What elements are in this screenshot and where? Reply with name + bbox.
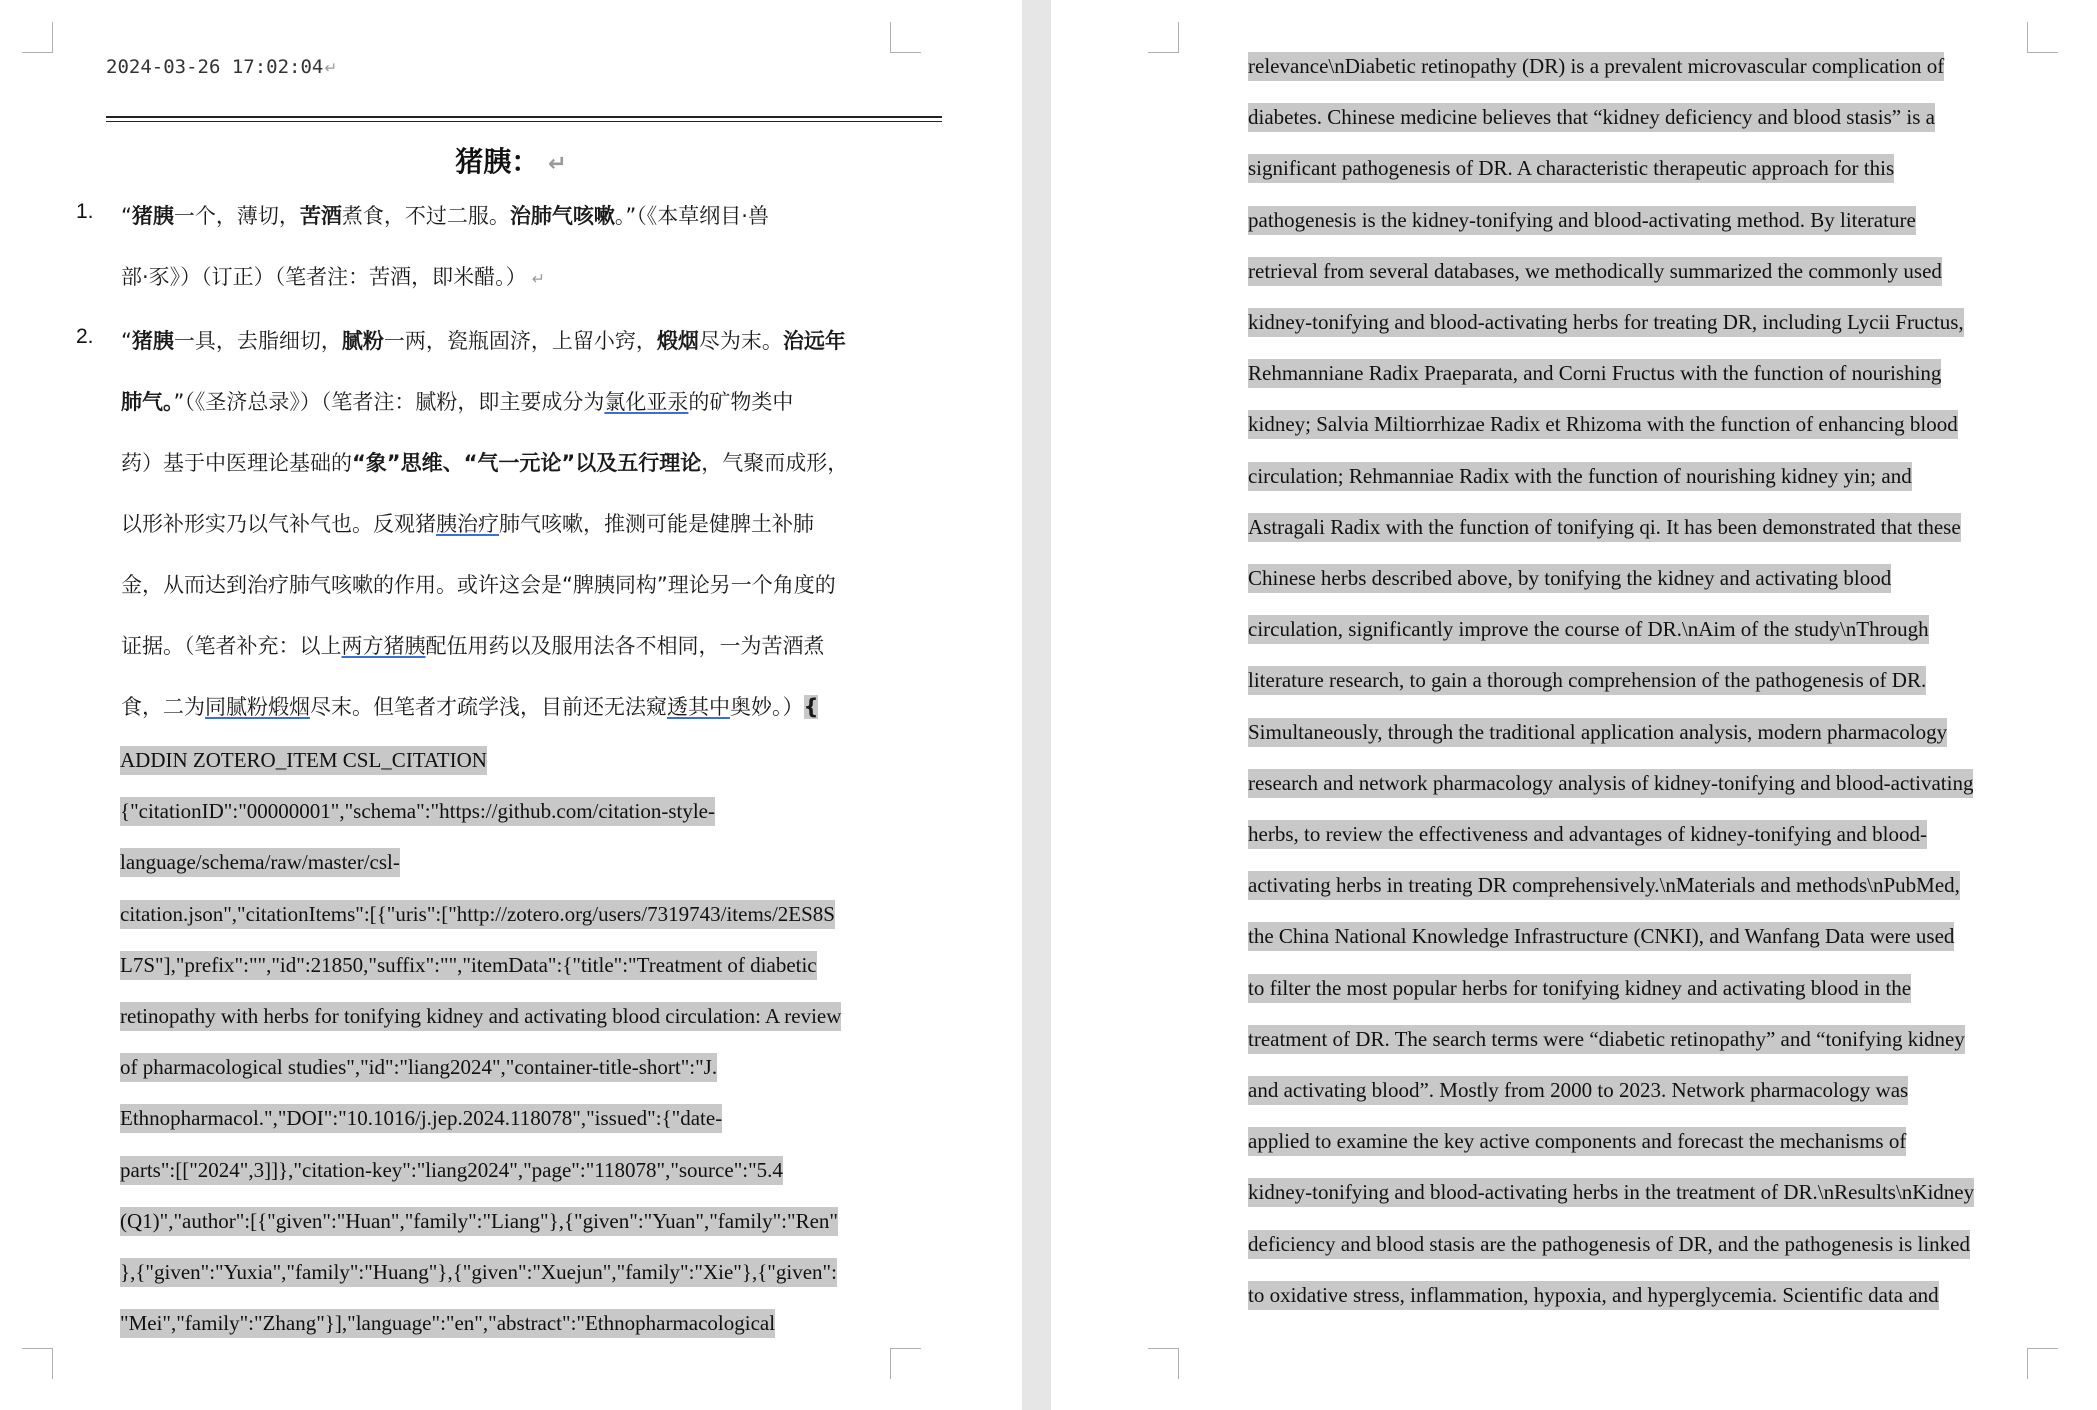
page-corner-mark — [2027, 1348, 2058, 1379]
field-code-text: ADDIN ZOTERO_ITEM CSL_CITATION — [120, 748, 487, 772]
text-run: 一个，薄切， — [173, 204, 300, 228]
abstract-line — [1248, 359, 1941, 388]
bold-text: 猪胰 — [131, 204, 174, 228]
underlined-term: 透其中 — [667, 695, 730, 719]
field-code-line — [120, 1156, 783, 1185]
abstract-text: diabetes. Chinese medicine believes that “kidney deficiency and blood stasis” is a — [1248, 105, 1935, 130]
field-code-text: citation.json","citationItems":[{"uris":["http://zotero.org/users/7319743/items/2ES8S — [120, 901, 835, 926]
abstract-line — [1248, 206, 1916, 235]
page-corner-mark — [22, 22, 53, 53]
text-run: 。”（《本草纲目·兽 — [614, 204, 769, 228]
abstract-line — [1248, 154, 1894, 183]
abstract-line — [1248, 871, 1960, 900]
text-run: 尽为末。 — [698, 329, 783, 353]
field-code-line — [120, 1258, 837, 1287]
abstract-text: Rehmanniane Radix Praeparata, and Corni Fructus with the function of nourishing — [1248, 361, 1942, 386]
page-corner-mark — [2027, 22, 2058, 53]
field-code-line — [120, 1309, 775, 1338]
text-run: 肺气咳嗽，推测可能是健脾土补肺 — [499, 512, 814, 536]
abstract-line — [1248, 1076, 1908, 1105]
text-line[interactable] — [121, 569, 836, 599]
abstract-text: the China National Knowledge Infrastructure (CNKI), and Wanfang Data were used — [1248, 924, 1955, 949]
abstract-text: significant pathogenesis of DR. A characteristic therapeutic approach for this — [1248, 156, 1895, 181]
text-line[interactable] — [121, 386, 793, 416]
abstract-text: activating herbs in treating DR comprehensively.\nMaterials and methods\nPubMed, — [1248, 873, 1960, 898]
bold-text: 苦酒 — [299, 204, 342, 228]
abstract-text: circulation; Rehmanniae Radix with the function of nourishing kidney yin; and — [1248, 463, 1912, 488]
abstract-line — [1248, 922, 1954, 951]
paragraph-mark: ↵ — [324, 59, 338, 77]
abstract-line — [1248, 308, 1964, 337]
text-run: 煮食，不过二服。 — [341, 204, 510, 228]
field-code-text: },{"given":"Yuxia","family":"Huang"},{"given":"Xuejun","family":"Xie"},{"given": — [120, 1260, 837, 1284]
text-line[interactable] — [121, 325, 846, 355]
abstract-line — [1248, 769, 1973, 798]
field-code-line — [120, 1207, 838, 1236]
abstract-text: Chinese herbs described above, by tonifying the kidney and activating blood — [1248, 566, 1892, 590]
paragraph-mark: ↵ — [526, 269, 545, 288]
underlined-term: 同腻粉煅烟 — [205, 695, 310, 719]
bold-text: 肺气。 — [121, 390, 174, 414]
abstract-text: Simultaneously, through the traditional application analysis, modern pharmacology — [1248, 719, 1948, 744]
text-run: “ — [121, 204, 132, 228]
bold-text: 治肺气咳嗽 — [509, 204, 615, 228]
abstract-text: relevance\nDiabetic retinopathy (DR) is a prevalent microvascular complication of — [1248, 54, 1945, 78]
text-run: 金，从而达到治疗肺气咳嗽的作用。或许这会是“脾胰同构”理论另一个角度的 — [121, 573, 836, 597]
field-code-text: (Q1)","author":[{"given":"Huan","family":"Liang"},{"given":"Yuan","family":"Ren" — [120, 1208, 838, 1233]
field-code-line — [120, 1104, 722, 1133]
header-rule — [106, 116, 942, 122]
bold-text: 治远年 — [782, 329, 846, 353]
field-code-line — [120, 900, 835, 929]
list-number: 2. — [76, 325, 94, 348]
paragraph-mark: ↵ — [540, 151, 567, 177]
bold-text: 猪胰 — [131, 329, 174, 353]
field-code-text: L7S"],"prefix":"","id":21850,"suffix":"","itemData":{"title":"Treatment of diabetic — [120, 952, 817, 977]
abstract-text: to filter the most popular herbs for tonifying kidney and activating blood in the — [1248, 975, 1912, 1000]
text-line[interactable] — [121, 691, 818, 721]
bold-text: 腻粉 — [341, 329, 384, 353]
abstract-line — [1248, 564, 1891, 593]
abstract-text: treatment of DR. The search terms were “diabetic retinopathy” and “tonifying kidney — [1248, 1026, 1965, 1051]
document-page-right[interactable] — [1051, 0, 2097, 1410]
abstract-line — [1248, 615, 1929, 644]
abstract-text: deficiency and blood stasis are the pathogenesis of DR, and the pathogenesis is linked — [1248, 1231, 1970, 1256]
list-number: 1. — [76, 200, 94, 223]
text-run: 奥妙。） — [730, 695, 804, 719]
text-line[interactable] — [121, 200, 769, 230]
field-code-line — [120, 848, 400, 877]
abstract-text: kidney; Salvia Miltiorrhizae Radix et Rhizoma with the function of enhancing blood — [1248, 412, 1958, 437]
field-code-text: language/schema/raw/master/csl- — [120, 850, 400, 875]
abstract-text: kidney-tonifying and blood-activating herbs for treating DR, including Lycii Fructus, — [1248, 310, 1964, 334]
page-corner-mark — [890, 1348, 921, 1379]
text-run: 部·豕》）（订正）（笔者注：苦酒，即米醋。） — [121, 265, 527, 289]
field-code-line — [120, 797, 715, 826]
text-run: 的矿物类中 — [688, 390, 794, 414]
field-code-line — [120, 951, 817, 980]
text-line[interactable] — [121, 261, 545, 291]
field-code-line — [120, 746, 487, 775]
abstract-line — [1248, 1281, 1939, 1310]
field-code-line — [120, 1053, 717, 1082]
abstract-line — [1248, 820, 1927, 849]
abstract-line — [1248, 1178, 1974, 1207]
page-corner-mark — [1148, 22, 1179, 53]
abstract-line — [1248, 52, 1944, 81]
field-code-text: of pharmacological studies","id":"liang2024","container-title-short":"J. — [120, 1055, 718, 1080]
abstract-text: circulation, significantly improve the course of DR.\nAim of the study\nThrough — [1248, 617, 1929, 642]
abstract-text: retrieval from several databases, we methodically summarized the commonly used — [1248, 258, 1942, 283]
document-page-left[interactable] — [0, 0, 1022, 1410]
abstract-text: pathogenesis is the kidney-tonifying and blood-activating method. By literature — [1248, 207, 1916, 232]
abstract-line — [1248, 410, 1958, 439]
abstract-text: literature research, to gain a thorough comprehension of the pathogenesis of DR. — [1248, 668, 1927, 693]
field-code-text: "Mei","family":"Zhang"}],"language":"en","abstract":"Ethnopharmacological — [120, 1311, 776, 1336]
underlined-term: 氯化亚汞 — [604, 390, 689, 414]
text-run: 以形补形实乃以气补气也。反观猪 — [121, 512, 436, 536]
abstract-text: to oxidative stress, inflammation, hypoxia, and hyperglycemia. Scientific data and — [1248, 1282, 1939, 1307]
text-run: 尽末。但笔者才疏学浅，目前还无法窥 — [310, 695, 667, 719]
title-text: 猪胰： — [455, 145, 540, 178]
page-corner-mark — [22, 1348, 53, 1379]
abstract-line — [1248, 666, 1926, 695]
abstract-text: and activating blood”. Mostly from 2000 to 2023. Network pharmacology was — [1248, 1078, 1909, 1102]
abstract-line — [1248, 1230, 1970, 1259]
text-run: ”（《圣济总录》）（笔者注：腻粉，即主要成分为 — [173, 390, 605, 414]
abstract-text: research and network pharmacology analysis of kidney-tonifying and blood-activating — [1248, 770, 1974, 795]
field-code-line — [120, 1002, 841, 1031]
abstract-line — [1248, 257, 1942, 286]
underlined-term: 胰治疗 — [436, 512, 499, 536]
page-corner-mark — [890, 22, 921, 53]
field-code-text: retinopathy with herbs for tonifying kidney and activating blood circulation: A review — [120, 1004, 842, 1028]
abstract-line — [1248, 974, 1911, 1003]
text-line[interactable] — [121, 508, 814, 538]
bold-text: “象”思维、“气一元论”以及五行理论 — [352, 451, 702, 475]
abstract-line — [1248, 1127, 1906, 1156]
text-run: 食，二为 — [121, 695, 205, 719]
document-title[interactable] — [0, 140, 1022, 180]
abstract-text: applied to examine the key active components and forecast the mechanisms of — [1248, 1129, 1907, 1154]
text-run: ，气聚而成形， — [701, 451, 849, 475]
timestamp-text: 2024-03-26 17:02:04 — [106, 56, 324, 78]
header-timestamp[interactable] — [106, 56, 337, 78]
abstract-line — [1248, 103, 1935, 132]
abstract-line — [1248, 718, 1947, 747]
abstract-line — [1248, 513, 1961, 542]
bold-text: 煅烟 — [656, 329, 699, 353]
text-run: 一两，瓷瓶固济，上留小窍， — [383, 329, 657, 353]
field-code-text: {"citationID":"00000001","schema":"https://github.com/citation-style- — [120, 799, 715, 824]
bold-text: { — [803, 695, 819, 719]
field-code-text: Ethnopharmacol.","DOI":"10.1016/j.jep.2024.118078","issued":{"date- — [120, 1106, 723, 1131]
text-line[interactable] — [121, 630, 825, 660]
text-line[interactable] — [121, 447, 848, 477]
text-run: 配伍用药以及服用法各不相同，一为苦酒煮 — [425, 634, 825, 658]
page-corner-mark — [1148, 1348, 1179, 1379]
text-run: “ — [121, 329, 132, 353]
abstract-text: kidney-tonifying and blood-activating herbs in the treatment of DR.\nResults\nKidney — [1248, 1180, 1975, 1205]
underlined-term: 两方猪胰 — [341, 634, 426, 658]
abstract-line — [1248, 1025, 1965, 1054]
abstract-text: herbs, to review the effectiveness and advantages of kidney-tonifying and blood- — [1248, 822, 1927, 846]
text-run: 证据。（笔者补充：以上 — [121, 634, 342, 658]
abstract-text: Astragali Radix with the function of tonifying qi. It has been demonstrated that these — [1248, 514, 1961, 539]
text-run: 药）基于中医理论基础的 — [121, 451, 352, 475]
text-run: 一具，去脂细切， — [173, 329, 342, 353]
abstract-line — [1248, 462, 1912, 491]
field-code-text: parts":[["2024",3]]},"citation-key":"liang2024","page":"118078","source":"5.4 — [120, 1157, 783, 1182]
